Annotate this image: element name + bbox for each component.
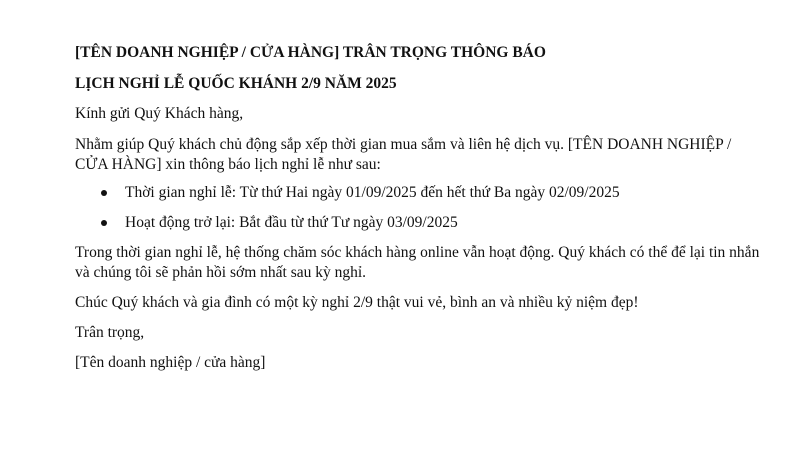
announcement-title-line-2: LỊCH NGHỈ LỄ QUỐC KHÁNH 2/9 NĂM 2025 [75,75,397,92]
online-support-paragraph: Trong thời gian nghỉ lễ, hệ thống chăm sóc khách hàng online vẫn hoạt động. Quý khách có thể để lại tin nhắn và chúng tôi sẽ phản hồi sớm nhất sau kỳ nghỉ. [75,244,760,281]
bullet-icon [101,220,107,226]
holiday-wish-paragraph: Chúc Quý khách và gia đình có một kỳ nghỉ 2/9 thật vui vẻ, bình an và nhiều kỷ niệm đẹp! [75,294,639,311]
list-item [75,213,765,233]
signature: [Tên doanh nghiệp / cửa hàng] [75,354,266,371]
intro-paragraph: Nhằm giúp Quý khách chủ động sắp xếp thời gian mua sắm và liên hệ dịch vụ. [TÊN DOANH NGHIỆP / CỬA HÀNG] xin thông báo lịch nghỉ lễ như sau: [75,136,732,173]
announcement-document [75,40,765,373]
holiday-period-text: Thời gian nghỉ lễ: Từ thứ Hai ngày 01/09/2025 đến hết thứ Ba ngày 02/09/2025 [125,184,620,201]
reopen-date-text: Hoạt động trở lại: Bắt đầu từ thứ Tư ngày 03/09/2025 [125,214,458,231]
bullet-icon [101,190,107,196]
holiday-schedule-list [75,183,765,233]
closing-regards: Trân trọng, [75,324,145,341]
salutation: Kính gửi Quý Khách hàng, [75,105,244,122]
announcement-title-line-1: [TÊN DOANH NGHIỆP / CỬA HÀNG] TRÂN TRỌNG THÔNG BÁO [75,44,546,61]
list-item [75,183,765,203]
